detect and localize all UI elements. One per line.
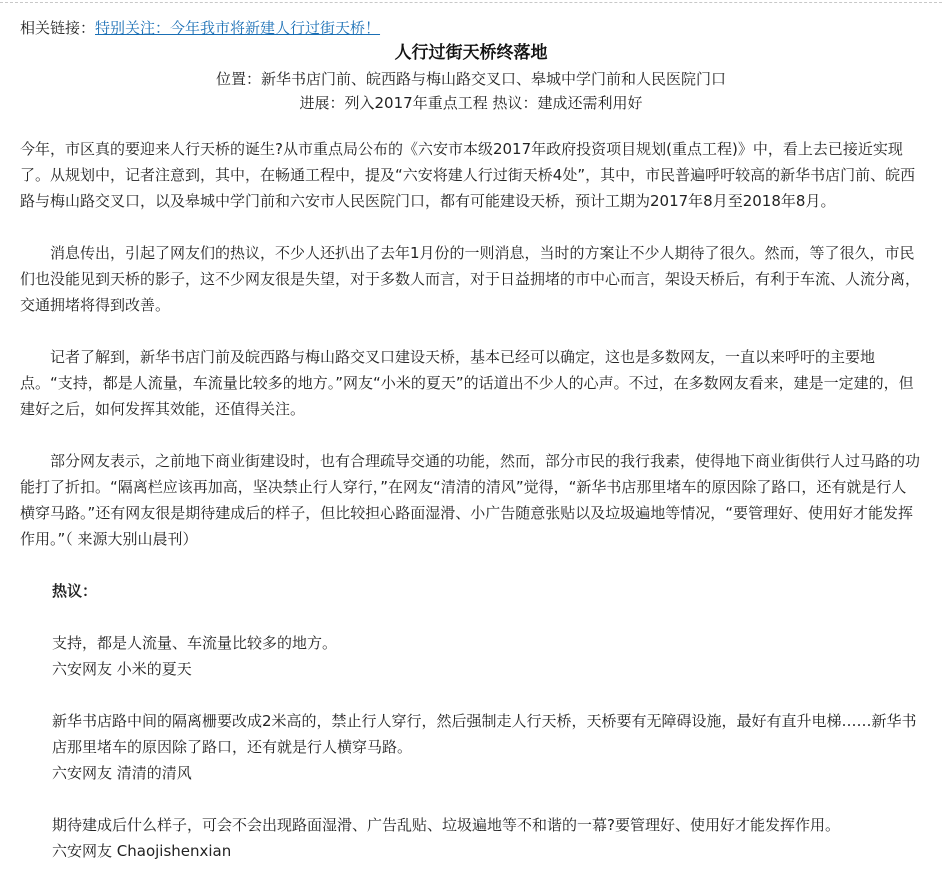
article-location: 位置：新华书店门前、皖西路与梅山路交叉口、皋城中学门前和人民医院门口 (215, 70, 726, 88)
paragraph: 消息传出，引起了网友们的热议，不少人还扒出了去年1月份的一则消息，当时的方案让不少人期待了很久。然而，等了很久，市民们也没能见到天桥的影子，这不少网友很是失望，对于多数人而言，对于日益拥堵的市中心而言，架设天桥后，有利于车流、人流分离，交通拥堵将得到改善。 (20, 244, 921, 314)
related-links (20, 17, 380, 39)
comment-author: 六安网友 清清的清风 (52, 764, 192, 782)
top-divider (0, 2, 942, 3)
comment-item (52, 812, 920, 864)
comment-text: 支持，都是人流量、车流量比较多的地方。 (52, 634, 338, 652)
paragraph: 记者了解到，新华书店门前及皖西路与梅山路交叉口建设天桥，基本已经可以确定，这也是多数网友，一直以来呼吁的主要地点。“支持，都是人流量，车流量比较多的地方。”网友“小米的夏天”的话道出不少人的心声。不过，在多数网友看来，建是一定建的，但建好之后，如何发挥其效能，还值得关注。 (20, 348, 914, 418)
article-progress: 进展：列入2017年重点工程 热议：建成还需利用好 (299, 94, 643, 112)
comment-item (52, 630, 920, 682)
article-body (20, 136, 920, 890)
paragraph: 部分网友表示，之前地下商业街建设时，也有合理疏导交通的功能，然而，部分市民的我行我素，使得地下商业街供行人过马路的功能打了折扣。“隔离栏应该再加高，坚决禁止行人穿行，”在网友“清清的清风”觉得，“新华书店那里堵车的原因除了路口，还有就是行人横穿马路。”还有网友很是期待建成后的样子，但比较担心路面湿滑、小广告随意张贴以及垃圾遍地等情况，“要管理好、使用好才能发挥作用。”（ 来源大别山晨刊） (20, 452, 921, 548)
hot-discussion-heading: 热议： (52, 582, 98, 600)
paragraph-intro: 今年，市区真的要迎来人行天桥的诞生?从市重点局公布的《六安市本级2017年政府投资项目规划(重点工程)》中，看上去已接近实现了。从规划中，记者注意到，其中，在畅通工程中，提及“六安将建人行过街天桥4处”，其中，市民普遍呼吁较高的新华书店门前、皖西路与梅山路交叉口，以及皋城中学门前和六安市人民医院门口，都有可能建设天桥，预计工期为2017年8月至2018年8月。 (20, 140, 916, 210)
article-title: 人行过街天桥终落地 (394, 43, 548, 63)
comment-author: 六安网友 Chaojishenxian (52, 842, 232, 860)
comment-text: 新华书店路中间的隔离栅要改成2米高的，禁止行人穿行，然后强制走人行天桥，天桥要有无障碍设施，最好有直升电梯……新华书店那里堵车的原因除了路口，还有就是行人横穿马路。 (52, 712, 917, 756)
comment-text: 期待建成后什么样子，可会不会出现路面湿滑、广告乱贴、垃圾遍地等不和谐的一幕?要管理好、使用好才能发挥作用。 (52, 816, 840, 834)
comment-item (52, 708, 920, 786)
related-label: 相关链接： (20, 19, 96, 37)
comment-author: 六安网友 小米的夏天 (52, 660, 192, 678)
related-article-link[interactable]: 特别关注：今年我市将新建人行过街天桥！ (95, 19, 381, 37)
